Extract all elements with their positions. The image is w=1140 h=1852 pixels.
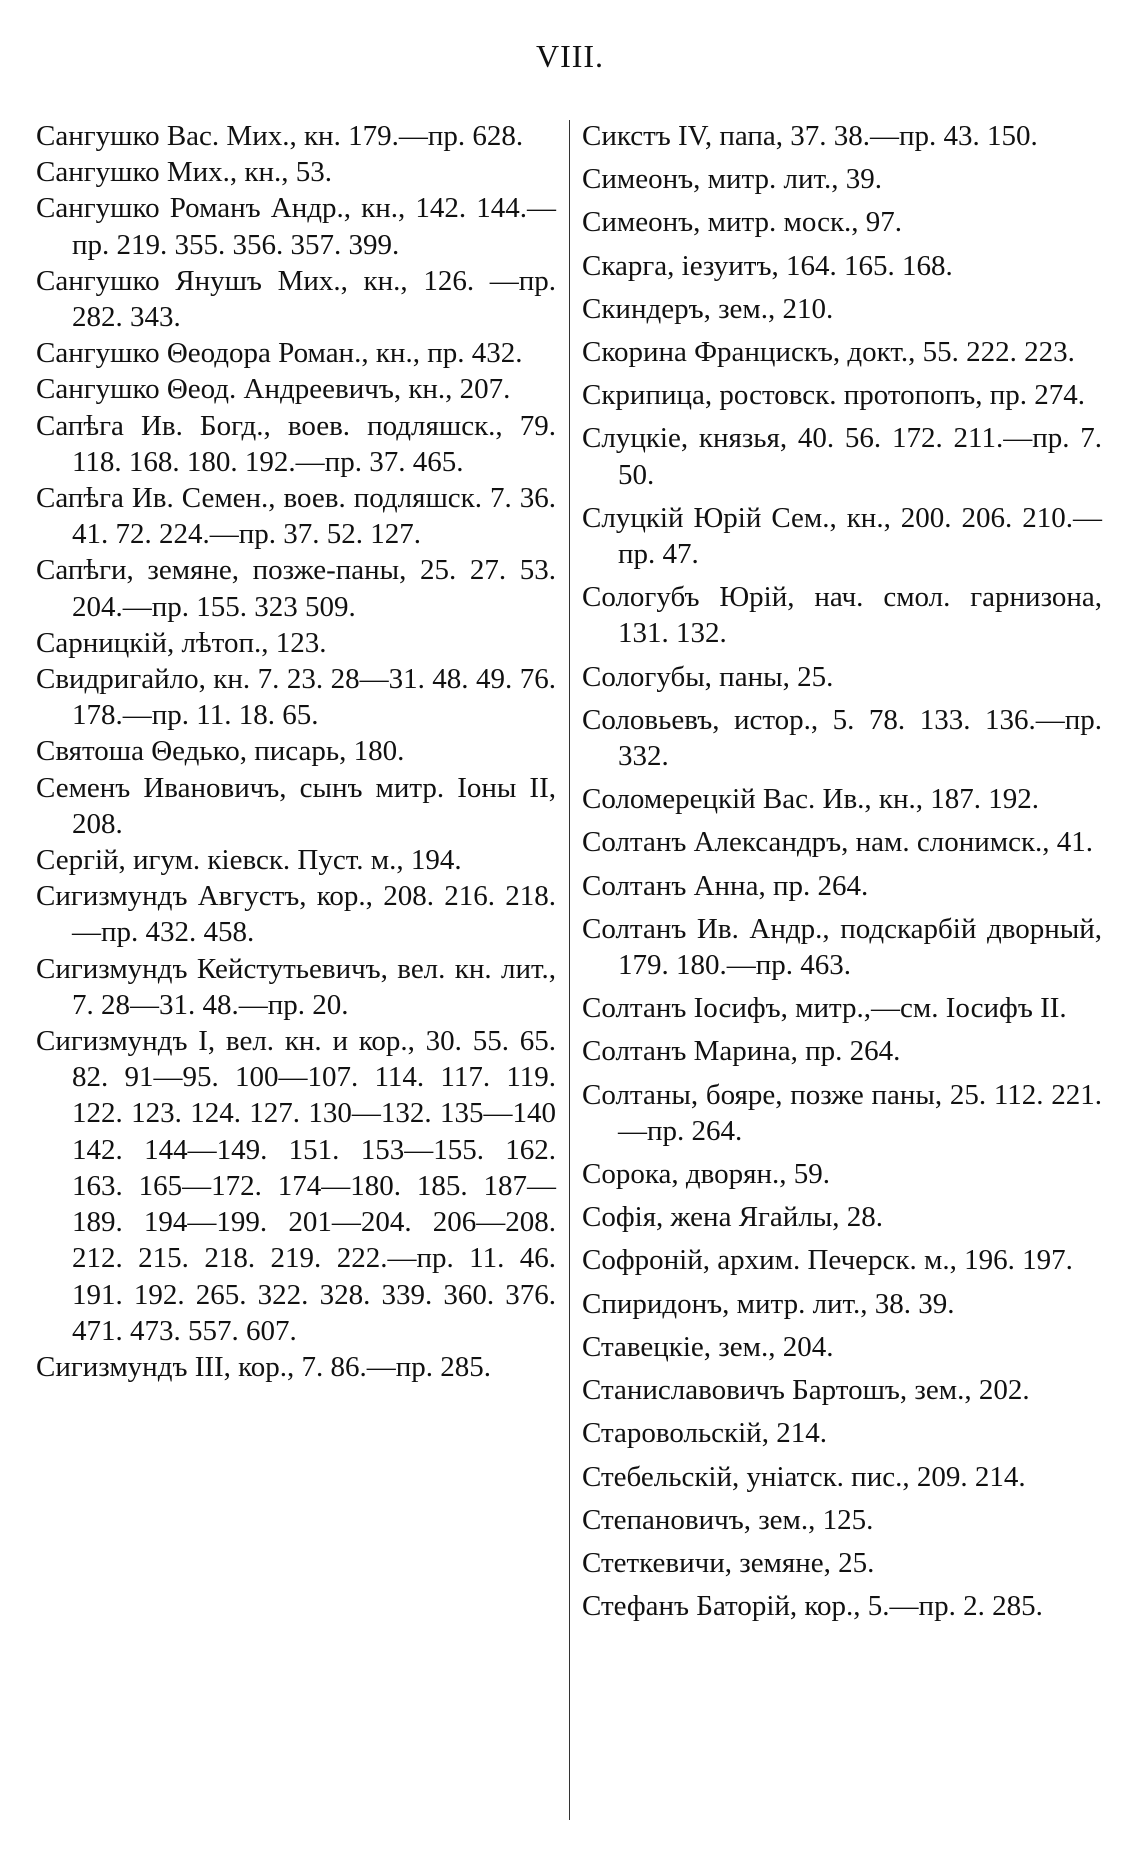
index-column-right: [582, 118, 1102, 1631]
index-entry: Сапѣга Ив. Семен., воев. подляшск. 7. 36. 41. 72. 224.—пр. 37. 52. 127.: [36, 482, 556, 551]
index-entry: Сологубъ Юрій, нач. смол. гарнизона, 131. 132.: [582, 581, 1102, 650]
index-entry: Скарга, іезуитъ, 164. 165. 168.: [582, 249, 953, 282]
index-entry: Симеонъ, митр. моск., 97.: [582, 206, 903, 239]
index-entry: Сангушко Романъ Андр., кн., 142. 144.—пр. 219. 355. 356. 357. 399.: [36, 192, 556, 261]
index-entry: Сигизмундъ I, вел. кн. и кор., 30. 55. 65. 82. 91—95. 100—107. 114. 117. 119. 122. 123. 124. 127. 130—132. 135—140 142. 144—149. 151. 153—155. 162. 163. 165—172. 174—180. 185. 187—189. 194—199. 201—204. 206—208. 212. 215. 218. 219. 222.—пр. 11. 46. 191. 192. 265. 322. 328. 339. 360. 376. 471. 473. 557. 607.: [36, 1025, 556, 1347]
index-entry: Ставецкіе, зем., 204.: [582, 1330, 834, 1363]
index-entry: Симеонъ, митр. лит., 39.: [582, 163, 882, 196]
index-entry: Станиславовичъ Бартошъ, зем., 202.: [582, 1374, 1030, 1407]
index-entry: Сарницкій, лѣтоп., 123.: [36, 626, 327, 659]
index-entry: Сигизмундъ III, кор., 7. 86.—пр. 285.: [36, 1350, 492, 1383]
index-entry: Сангушко Янушъ Мих., кн., 126. —пр. 282. 343.: [36, 264, 556, 334]
index-entry: Солтанъ Іосифъ, митр.,—см. Іосифъ II.: [582, 992, 1067, 1025]
index-entry: Сангушко Θеодора Роман., кн., пр. 432.: [36, 337, 523, 370]
index-entry: Сапѣги, земяне, позже-паны, 25. 27. 53. 204.—пр. 155. 323 509.: [36, 554, 556, 623]
index-entry: Спиридонъ, митр. лит., 38. 39.: [582, 1287, 955, 1320]
index-entry: Софія, жена Ягайлы, 28.: [582, 1201, 884, 1234]
index-entry: Солтанъ Александръ, нам. слонимск., 41.: [582, 826, 1094, 859]
index-entry: Сангушко Вас. Мих., кн. 179.—пр. 628.: [36, 120, 524, 152]
index-entry: Солтанъ Анна, пр. 264.: [582, 869, 869, 902]
index-entry: Сигизмундъ Кейстутьевичъ, вел. кн. лит., 7. 28—31. 48.—пр. 20.: [36, 952, 556, 1021]
index-entry: Солтанъ Марина, пр. 264.: [582, 1035, 901, 1068]
index-entry: Солтанъ Ив. Андр., подскарбій дворный, 179. 180.—пр. 463.: [582, 912, 1102, 982]
index-entry: Стефанъ Баторій, кор., 5.—пр. 2. 285.: [582, 1590, 1043, 1623]
index-entry: Сергій, игум. кіевск. Пуст. м., 194.: [36, 844, 462, 877]
column-divider: [569, 120, 570, 1820]
index-entry: Слуцкіе, князья, 40. 56. 172. 211.—пр. 7. 50.: [582, 422, 1102, 491]
index-column-left: [36, 118, 556, 1385]
index-entry: Скрипица, ростовск. протопопъ, пр. 274.: [582, 379, 1085, 412]
index-entry: Скиндеръ, зем., 210.: [582, 292, 834, 325]
index-entry: Стеткевичи, земяне, 25.: [582, 1546, 875, 1579]
index-entry: Солтаны, бояре, позже паны, 25. 112. 221.—пр. 264.: [582, 1078, 1102, 1147]
index-entry: Святоша Θедько, писарь, 180.: [36, 735, 405, 768]
index-entry: Сологубы, паны, 25.: [582, 660, 834, 693]
index-entry: Сапѣга Ив. Богд., воев. подляшск., 79. 118. 168. 180. 192.—пр. 37. 465.: [36, 409, 556, 478]
index-entry: Соловьевъ, истор., 5. 78. 133. 136.—пр. 332.: [582, 703, 1102, 773]
index-entry: Сигизмундъ Августъ, кор., 208. 216. 218.—пр. 432. 458.: [36, 880, 556, 949]
index-entry: Степановичъ, зем., 125.: [582, 1503, 874, 1536]
index-entry: Свидригайло, кн. 7. 23. 28—31. 48. 49. 76. 178.—пр. 11. 18. 65.: [36, 663, 556, 732]
index-entry: Софроній, архим. Печерск. м., 196. 197.: [582, 1244, 1073, 1277]
index-entry: Стебельскій, уніатск. пис., 209. 214.: [582, 1460, 1026, 1493]
page-number: VIII.: [535, 38, 605, 74]
index-entry: Сикстъ IV, папа, 37. 38.—пр. 43. 150.: [582, 120, 1038, 152]
index-entry: Соломерецкій Вас. Ив., кн., 187. 192.: [582, 783, 1039, 816]
index-entry: Сорока, дворян., 59.: [582, 1158, 830, 1191]
index-entry: Семенъ Ивановичъ, сынъ митр. Іоны II, 208.: [36, 771, 556, 840]
index-entry: Скорина Францискъ, докт., 55. 222. 223.: [582, 336, 1075, 369]
index-entry: Старовольскій, 214.: [582, 1417, 827, 1450]
index-entry: Сангушко Θеод. Андреевичъ, кн., 207.: [36, 373, 511, 406]
index-entry: Слуцкій Юрій Сем., кн., 200. 206. 210.—пр. 47.: [582, 501, 1102, 571]
index-entry: Сангушко Мих., кн., 53.: [36, 156, 332, 189]
